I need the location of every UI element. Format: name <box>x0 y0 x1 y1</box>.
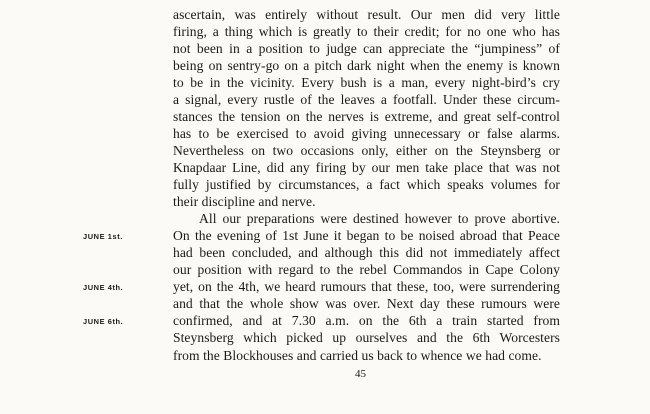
text-line: On the evening of 1st June it began to be noised abroad that Peace <box>173 228 560 243</box>
text-line: All our preparations were destined however to prove abortive. <box>199 211 560 226</box>
text-line: had been concluded, and although this did not immediately affect <box>173 245 560 260</box>
text-line: Steynsberg which picked up ourselves and the 6th Worcesters <box>173 330 560 345</box>
text-line: being on sentry-go on a pitch dark night when the enemy is known <box>173 58 560 73</box>
text-line: from the Blockhouses and carried us back to whence we had come. <box>173 348 542 363</box>
text-line: has to be exercised to avoid giving unnecessary or false alarms. <box>173 126 560 141</box>
text-line: and that the whole show was over. Next day these rumours were <box>173 296 560 311</box>
text-line: firing, a thing which is greatly to their credit; for no one who has <box>173 24 560 39</box>
text-line: fully justified by circumstances, a fact which speaks volumes for <box>173 177 560 192</box>
text-line: our position with regard to the rebel Commandos in Cape Colony <box>173 262 560 277</box>
text-line: to be in the vicinity. Every bush is a man, every night-bird’s cry <box>173 75 560 90</box>
text-line: yet, on the 4th, we heard rumours that these, too, were surrendering <box>173 279 560 294</box>
margin-note-june-1: JUNE 1st. <box>83 232 123 241</box>
text-line: a signal, every rustle of the leaves a footfall. Under these circum- <box>173 92 560 107</box>
text-line: their discipline and nerve. <box>173 194 316 209</box>
text-line: Nevertheless on two occasions only, either on the Steynsberg or <box>173 143 560 158</box>
page-number: 45 <box>355 368 366 380</box>
text-line: Knapdaar Line, did any firing by our men take place that was not <box>173 160 560 175</box>
margin-note-june-6: JUNE 6th. <box>83 317 124 326</box>
text-line: ascertain, was entirely without result. Our men did very little <box>173 7 560 22</box>
text-line: stances the tension on the nerves is extreme, and great self-control <box>173 109 560 124</box>
text-line: confirmed, and at 7.30 a.m. on the 6th a train started from <box>173 313 560 328</box>
margin-note-june-4: JUNE 4th. <box>83 283 124 292</box>
text-line: not been in a position to judge can appreciate the “jumpiness” of <box>173 41 560 56</box>
